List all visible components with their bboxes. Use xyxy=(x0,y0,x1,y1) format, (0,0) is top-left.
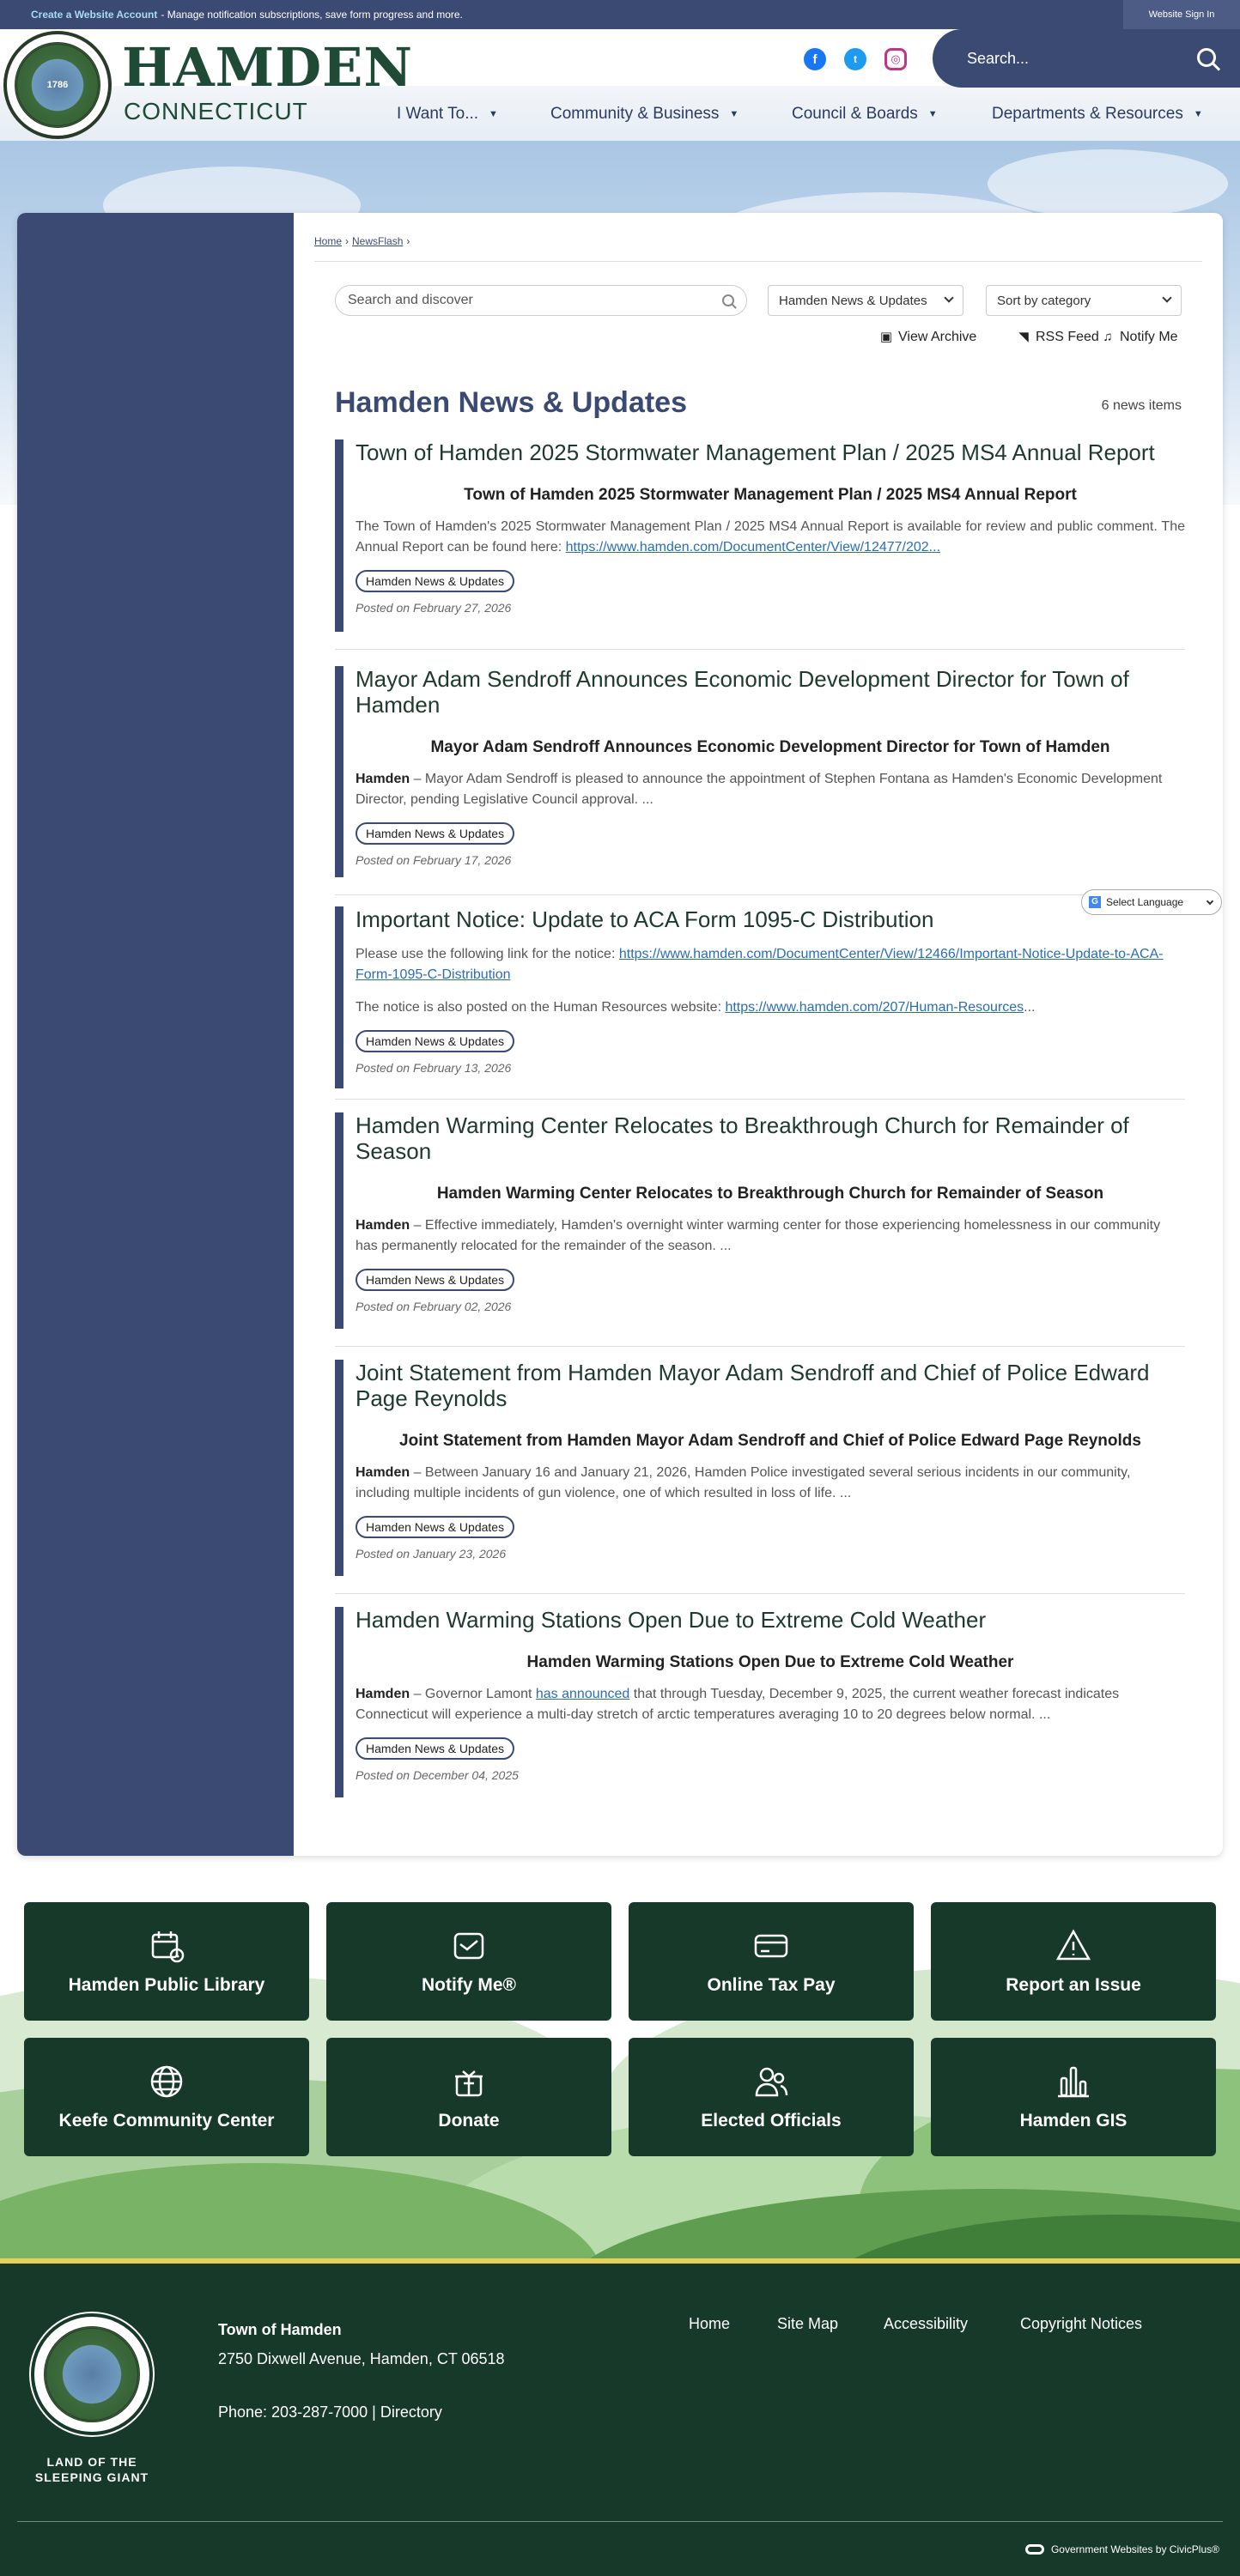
nav-community-business[interactable] xyxy=(550,105,739,124)
news-item xyxy=(335,1112,1185,1329)
chevron-down-icon xyxy=(944,293,953,302)
facebook-icon[interactable]: f xyxy=(804,48,826,70)
news-summary xyxy=(356,1684,1185,1725)
quicklink-label: Report an Issue xyxy=(1006,1975,1141,1995)
quicklink-label: Hamden GIS xyxy=(1019,2111,1128,2131)
category-tag[interactable]: Hamden News & Updates xyxy=(356,1030,514,1052)
card-icon xyxy=(752,1927,790,1965)
view-archive-link[interactable] xyxy=(879,330,976,345)
caret-down-icon: ▼ xyxy=(729,109,739,119)
quicklink-hamden-gis[interactable] xyxy=(931,2038,1216,2156)
news-inline-link[interactable]: https://www.hamden.com/DocumentCenter/View/12466/Important-Notice-Update-to-ACA-Form-1095-C-Distribution xyxy=(356,947,1164,982)
news-search xyxy=(335,285,747,316)
quicklink-label: Notify Me® xyxy=(422,1975,516,1995)
category-tag[interactable]: Hamden News & Updates xyxy=(356,1269,514,1291)
news-accent-bar xyxy=(335,1607,343,1797)
globe-icon xyxy=(148,2063,185,2100)
news-lead: Hamden xyxy=(356,1687,410,1701)
posted-date: Posted on February 13, 2026 xyxy=(356,1061,512,1075)
left-sidebar xyxy=(17,213,294,1856)
nav-departments-resources[interactable] xyxy=(992,105,1203,124)
rss-icon: ◥ xyxy=(1018,330,1029,344)
brand-subtitle: CONNECTICUT xyxy=(124,98,308,124)
news-summary xyxy=(356,1215,1185,1257)
view-archive-label: View Archive xyxy=(898,330,977,344)
instagram-icon[interactable]: ◎ xyxy=(884,48,907,70)
seal-ring xyxy=(44,2326,140,2422)
select-language-dropdown[interactable] xyxy=(1081,889,1222,915)
news-accent-bar xyxy=(335,1360,343,1576)
news-summary-ellipsis: ... xyxy=(1024,1000,1036,1015)
news-lead: Hamden xyxy=(356,1465,410,1480)
footer-link-accessibility[interactable]: Accessibility xyxy=(884,2315,969,2332)
news-lead: Hamden xyxy=(356,772,410,786)
news-inline-link[interactable]: https://www.hamden.com/207/Human-Resources xyxy=(725,1000,1024,1015)
posted-date: Posted on February 17, 2026 xyxy=(356,853,512,867)
gift-icon xyxy=(450,2063,488,2100)
brand-title[interactable]: HAMDEN xyxy=(122,36,414,99)
quicklink-notify-me[interactable] xyxy=(326,1902,611,2021)
footer-tagline: LAND OF THE SLEEPING GIANT xyxy=(34,2455,149,2484)
search-icon[interactable] xyxy=(722,294,734,306)
news-lead: Hamden xyxy=(356,1218,410,1233)
civicplus-label: Government Websites by CivicPlus® xyxy=(1050,2543,1219,2555)
civicplus-link[interactable] xyxy=(1025,2543,1219,2555)
news-summary-text: – Governor Lamont xyxy=(410,1687,536,1701)
news-summary xyxy=(356,997,1185,1018)
news-subtitle: Hamden Warming Center Relocates to Breakthrough Church for Remainder of Season xyxy=(436,1185,1104,1203)
site-header xyxy=(0,29,1240,141)
quicklink-report-an-issue[interactable] xyxy=(931,1902,1216,2021)
calendar-icon xyxy=(148,1927,185,1965)
news-summary xyxy=(356,517,1185,558)
sort-select-value: Sort by category xyxy=(997,293,1091,308)
news-title-link[interactable]: Important Notice: Update to ACA Form 1095-C Distribution xyxy=(356,906,934,932)
news-accent-bar xyxy=(335,666,343,877)
people-icon xyxy=(752,2063,790,2100)
category-tag[interactable]: Hamden News & Updates xyxy=(356,1737,514,1760)
bell-icon: ♫ xyxy=(1103,330,1113,344)
news-search-input[interactable] xyxy=(348,293,691,308)
news-summary-text: The Town of Hamden's 2025 Stormwater Management Plan / 2025 MS4 Annual Report is available for review and public comment. The Annual Report can be found here: xyxy=(356,519,1185,555)
site-footer xyxy=(0,2258,1240,2576)
news-title-link[interactable]: Joint Statement from Hamden Mayor Adam Sendroff and Chief of Police Edward Page Reynolds xyxy=(356,1360,1150,1411)
news-content xyxy=(294,213,1223,1856)
breadcrumb-home[interactable]: Home xyxy=(314,235,343,247)
caret-down-icon: ▼ xyxy=(927,109,938,119)
google-translate-icon: G xyxy=(1089,896,1101,908)
breadcrumb-newsflash[interactable]: NewsFlash xyxy=(352,235,404,247)
divider xyxy=(335,1346,1185,1347)
footer-town-name: Town of Hamden xyxy=(218,2321,342,2338)
rss-feed-link[interactable] xyxy=(1017,330,1099,345)
posted-date: Posted on December 04, 2025 xyxy=(356,1768,519,1782)
email-icon xyxy=(450,1927,488,1965)
seal-ring xyxy=(15,42,100,128)
news-accent-bar xyxy=(335,1112,343,1329)
create-account-description: - Manage notification subscriptions, save form progress and more. xyxy=(161,9,463,21)
news-summary xyxy=(356,769,1185,810)
site-search xyxy=(933,29,1240,88)
quicklink-hamden-public-library[interactable] xyxy=(24,1902,309,2021)
chevron-down-icon xyxy=(1207,898,1213,905)
search-icon[interactable] xyxy=(1197,48,1216,67)
category-tag[interactable]: Hamden News & Updates xyxy=(356,570,514,592)
main-content-card xyxy=(17,213,1223,1856)
divider xyxy=(314,261,1202,262)
top-utility-bar xyxy=(0,0,1240,29)
quicklink-donate[interactable] xyxy=(326,2038,611,2156)
divider xyxy=(335,894,1185,895)
news-subtitle: Hamden Warming Stations Open Due to Extreme Cold Weather xyxy=(526,1653,1014,1671)
quicklink-online-tax-pay[interactable] xyxy=(629,1902,914,2021)
news-item xyxy=(335,1607,1185,1797)
news-summary-text: – Between January 16 and January 21, 2026, Hamden Police investigated several serious incidents in our community, including multiple incidents of gun violence, one of which resulted in loss of life. ... xyxy=(356,1465,1131,1500)
news-subtitle: Joint Statement from Hamden Mayor Adam Sendroff and Chief of Police Edward Page Reynolds xyxy=(399,1432,1141,1450)
quick-links-grid xyxy=(24,1902,1216,2160)
civicplus-logo-icon xyxy=(1025,2544,1044,2555)
news-count: 6 news items xyxy=(1101,398,1182,413)
news-accent-bar xyxy=(335,439,343,632)
news-summary-text: The notice is also posted on the Human Resources website: xyxy=(356,1000,726,1015)
seal-year: 1786 xyxy=(46,80,69,90)
quicklink-keefe-community-center[interactable] xyxy=(24,2038,309,2156)
news-accent-bar xyxy=(335,906,343,1088)
news-inline-link[interactable]: https://www.hamden.com/DocumentCenter/View/12477/202... xyxy=(565,540,941,555)
cloud xyxy=(988,149,1228,218)
select-language-label: Select Language xyxy=(1106,896,1184,908)
town-seal-logo[interactable] xyxy=(3,31,112,139)
divider xyxy=(335,1099,1185,1100)
breadcrumb-separator: › xyxy=(406,235,410,247)
nav-label: Departments & Resources xyxy=(992,105,1183,123)
website-sign-in-button[interactable]: Website Sign In xyxy=(1123,0,1240,29)
breadcrumb xyxy=(314,235,413,247)
news-title-link[interactable]: Town of Hamden 2025 Stormwater Management Plan / 2025 MS4 Annual Report xyxy=(356,439,1155,465)
footer-phone[interactable]: Phone: 203-287-7000 | Directory xyxy=(218,2403,442,2421)
category-tag[interactable]: Hamden News & Updates xyxy=(356,1516,514,1538)
footer-street-address: 2750 Dixwell Avenue, Hamden, CT 06518 xyxy=(218,2350,505,2367)
quicklink-elected-officials[interactable] xyxy=(629,2038,914,2156)
news-subtitle: Mayor Adam Sendroff Announces Economic Development Director for Town of Hamden xyxy=(430,738,1110,756)
news-item xyxy=(335,1360,1185,1576)
news-item xyxy=(335,439,1185,632)
news-title-link[interactable]: Mayor Adam Sendroff Announces Economic Development Director for Town of Hamden xyxy=(356,666,1129,718)
footer-link-site-map[interactable]: Site Map xyxy=(777,2315,839,2332)
divider xyxy=(335,1593,1185,1594)
news-summary-text: Please use the following link for the notice: xyxy=(356,947,619,961)
news-title-link[interactable]: Hamden Warming Stations Open Due to Extreme Cold Weather xyxy=(356,1607,987,1633)
notify-me-link[interactable] xyxy=(1101,330,1178,345)
chevron-down-icon xyxy=(1162,293,1171,302)
rss-feed-label: RSS Feed xyxy=(1036,330,1099,344)
nav-label: Community & Business xyxy=(550,105,720,123)
posted-date: Posted on January 23, 2026 xyxy=(356,1547,507,1561)
news-item xyxy=(335,666,1185,877)
quicklink-label: Elected Officials xyxy=(701,2111,842,2131)
quicklink-label: Hamden Public Library xyxy=(68,1975,265,1995)
nav-i-want-to[interactable] xyxy=(397,105,498,124)
category-select-value: Hamden News & Updates xyxy=(779,293,927,308)
sort-select[interactable] xyxy=(986,285,1182,316)
nav-council-boards[interactable] xyxy=(792,105,938,124)
footer-link-copyright-notices[interactable]: Copyright Notices xyxy=(1020,2315,1143,2332)
warning-icon xyxy=(1055,1927,1092,1965)
footer-link-home[interactable]: Home xyxy=(689,2315,731,2332)
posted-date: Posted on February 02, 2026 xyxy=(356,1300,512,1313)
news-item xyxy=(335,906,1185,1088)
footer-seal-logo[interactable] xyxy=(31,2313,153,2435)
category-tag[interactable]: Hamden News & Updates xyxy=(356,822,514,845)
twitter-icon[interactable]: t xyxy=(844,48,866,70)
page-title: Hamden News & Updates xyxy=(335,386,687,419)
news-inline-link[interactable]: has announced xyxy=(535,1687,630,1701)
quicklink-label: Online Tax Pay xyxy=(707,1975,836,1995)
divider xyxy=(335,649,1185,650)
footer-divider xyxy=(17,2521,1223,2522)
news-summary-text: – Mayor Adam Sendroff is pleased to announce the appointment of Stephen Fontana as Hamden's Economic Development Director, pending Legislative Council approval. ... xyxy=(356,772,1163,807)
news-summary xyxy=(356,944,1185,985)
news-summary-text: that through Tuesday, December 9, 2025, the current weather forecast indicates Connecticut will experience a multi-day stretch of arctic temperatures averaging 10 to 20 degrees below normal. ... xyxy=(356,1687,1120,1722)
caret-down-icon: ▼ xyxy=(1193,109,1203,119)
posted-date: Posted on February 27, 2026 xyxy=(356,601,512,615)
archive-icon: ▣ xyxy=(879,330,893,344)
notify-me-label: Notify Me xyxy=(1120,330,1178,344)
chart-icon xyxy=(1055,2063,1092,2100)
category-select[interactable] xyxy=(768,285,963,316)
nav-label: I Want To... xyxy=(397,105,479,123)
news-summary-text: – Effective immediately, Hamden's overnight winter warming center for those experiencing homelessness in our community has permanently relocated for the remainder of the season. ... xyxy=(356,1218,1161,1253)
nav-label: Council & Boards xyxy=(792,105,918,123)
quicklink-label: Donate xyxy=(438,2111,500,2131)
create-account-link[interactable]: Create a Website Account xyxy=(31,9,158,21)
site-search-input[interactable] xyxy=(967,50,1173,68)
quicklink-label: Keefe Community Center xyxy=(58,2111,275,2131)
news-summary xyxy=(356,1463,1185,1504)
caret-down-icon: ▼ xyxy=(489,109,498,119)
footer-address xyxy=(218,2315,505,2427)
breadcrumb-separator: › xyxy=(345,235,350,247)
news-title-link[interactable]: Hamden Warming Center Relocates to Breakthrough Church for Remainder of Season xyxy=(356,1112,1129,1164)
news-subtitle: Town of Hamden 2025 Stormwater Management Plan / 2025 MS4 Annual Report xyxy=(464,486,1077,504)
